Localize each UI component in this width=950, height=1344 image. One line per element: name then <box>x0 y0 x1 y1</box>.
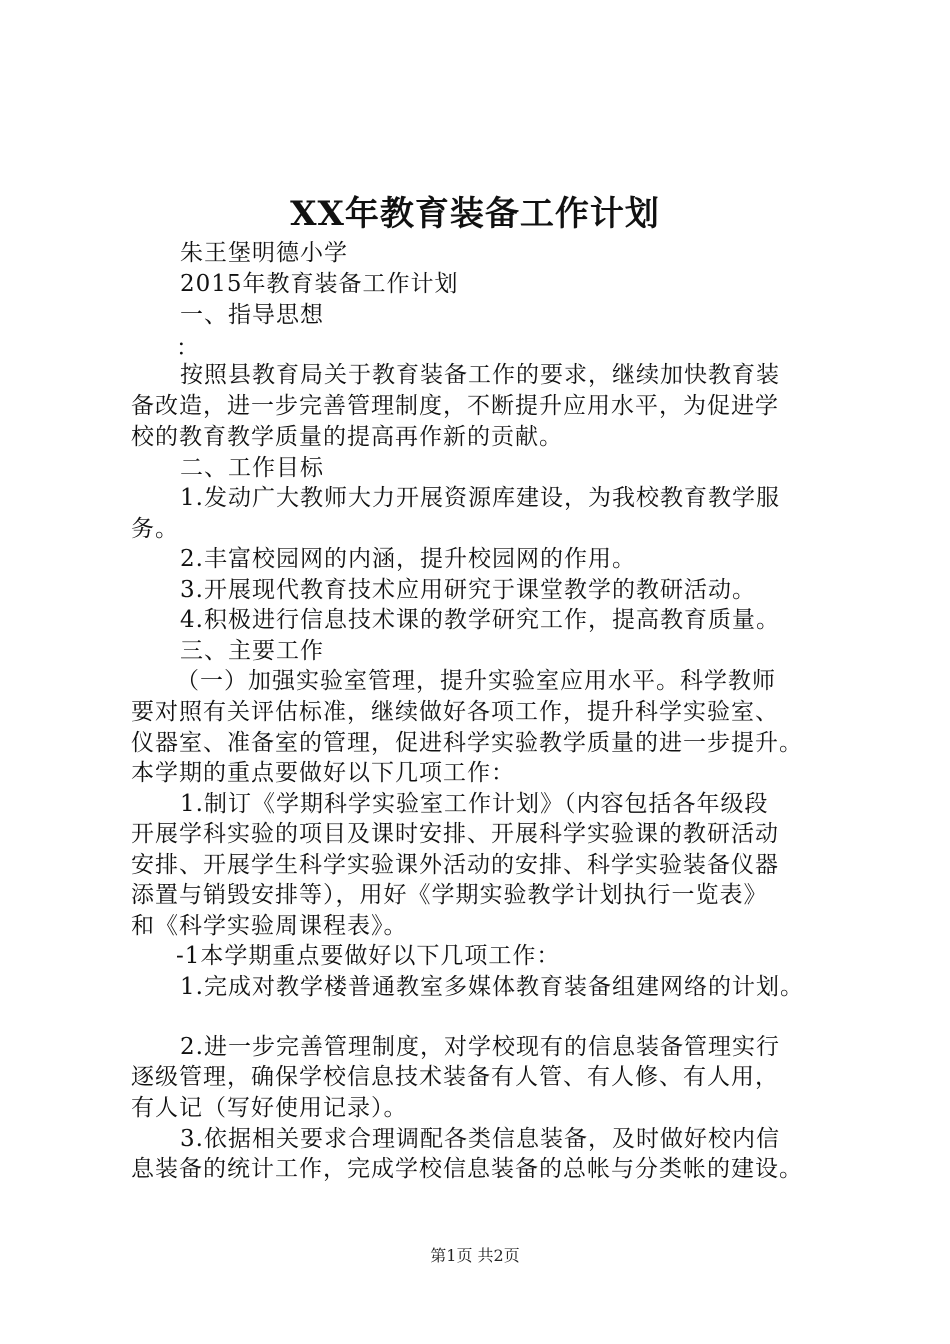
task-item: 1.完成对教学楼普通教室多媒体教育装备组建网络的计划。 <box>180 974 804 1000</box>
paragraph-line: 按照县教育局关于教育装备工作的要求，继续加快教育装 <box>180 362 780 388</box>
task-item-cont: 息装备的统计工作，完成学校信息装备的总帐与分类帐的建设。 <box>131 1156 803 1182</box>
task-item-cont: 和《科学实验周课程表》。 <box>131 913 408 939</box>
document-title: XX年教育装备工作计划 <box>290 194 660 234</box>
paragraph-line: （一）加强实验室管理，提升实验室应用水平。科学教师 <box>176 668 776 694</box>
task-item: 2.进一步完善管理制度，对学校现有的信息装备管理实行 <box>180 1034 780 1060</box>
goal-item: 3.开展现代教育技术应用研究于课堂教学的教研活动。 <box>180 577 756 603</box>
sub-heading: -1本学期重点要做好以下几项工作： <box>176 943 561 969</box>
task-item-cont: 安排、开展学生科学实验课外活动的安排、科学实验装备仪器 <box>131 852 779 878</box>
section-heading-1: 一、指导思想 <box>180 302 324 328</box>
section-heading-3: 三、主要工作 <box>180 638 324 664</box>
task-item: 1.制订《学期科学实验室工作计划》（内容包括各年级段 <box>180 791 769 817</box>
page-number: 第1页 共2页 <box>430 1246 520 1265</box>
paragraph-line: 备改造，进一步完善管理制度，不断提升应用水平，为促进学 <box>131 393 779 419</box>
paragraph-line: 要对照有关评估标准，继续做好各项工作，提升科学实验室、 <box>131 699 779 725</box>
school-name: 朱王堡明德小学 <box>180 240 348 266</box>
section-heading-2: 二、工作目标 <box>180 455 324 481</box>
goal-item: 2.丰富校园网的内涵，提升校园网的作用。 <box>180 546 636 572</box>
task-item-cont: 开展学科实验的项目及课时安排、开展科学实验课的教研活动 <box>131 821 779 847</box>
task-item-cont: 添置与销毁安排等），用好《学期实验教学计划执行一览表》 <box>131 882 768 908</box>
goal-item: 4.积极进行信息技术课的教学研究工作，提高教育质量。 <box>180 607 780 633</box>
goal-item-cont: 务。 <box>131 516 179 542</box>
goal-item: 1.发动广大教师大力开展资源库建设，为我校教育教学服 <box>180 485 780 511</box>
task-item-cont: 有人记（写好使用记录）。 <box>131 1095 408 1121</box>
task-item: 3.依据相关要求合理调配各类信息装备，及时做好校内信 <box>180 1126 780 1152</box>
paragraph-line: 仪器室、准备室的管理，促进科学实验教学质量的进一步提升。 <box>131 730 803 756</box>
paragraph-line: 校的教育教学质量的提高再作新的贡献。 <box>131 424 563 450</box>
colon-line: ： <box>176 335 200 361</box>
plan-subtitle: 2015年教育装备工作计划 <box>180 271 459 297</box>
task-item-cont: 逐级管理，确保学校信息技术装备有人管、有人修、有人用， <box>131 1064 779 1090</box>
paragraph-line: 本学期的重点要做好以下几项工作： <box>131 760 515 786</box>
